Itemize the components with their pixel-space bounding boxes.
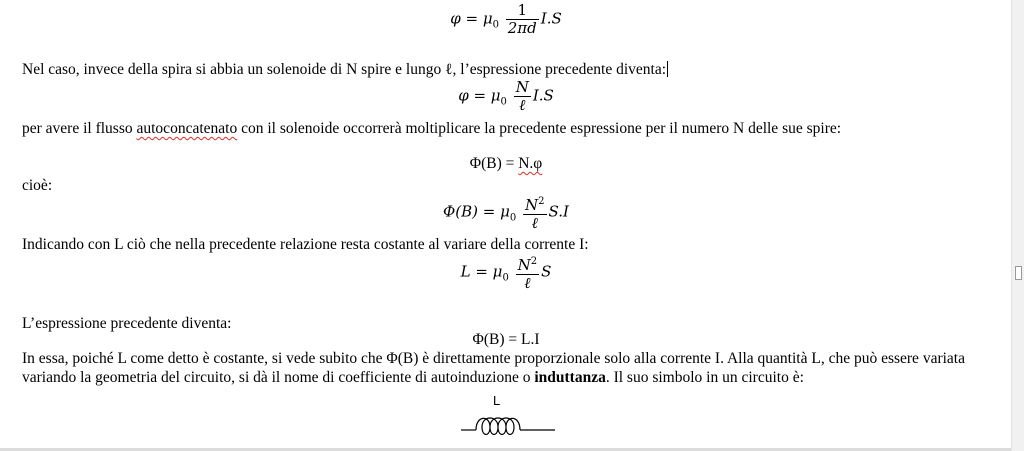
formula-total-flux: Φ(B) = N.φ [469,155,543,172]
inductor-label: L [493,393,501,408]
inductor-symbol [459,393,559,443]
formula-total-flux-expanded: $\Phi(B) = \mu_0$ $\frac{N^2}{\text{ℓ}}$ S.I [0,193,1012,232]
spellcheck-word[interactable]: N.φ [518,155,543,172]
vertical-scrollbar[interactable] [1011,0,1024,451]
paragraph-cioe: cioè: [22,177,53,194]
paragraph-autoconcatenato: per avere il flusso autoconcatenato con il solenoide occorrerà moltiplicare la precedente espressione per il numero N delle sue spire: [22,120,842,137]
formula-inductance: $L = \mu_0$ $\frac{N^2}{\text{ℓ}}$ S [0,253,1012,292]
text-cursor [667,61,668,77]
paragraph-expression: L’espressione precedente diventa: [22,315,232,332]
formula-flux-solenoid: $\varphi = \mu_0$ $\frac{N}{\text{ℓ}}$ I.S [458,78,554,114]
inductor-coil-icon [459,393,559,443]
scrollbar-thumb[interactable] [1015,266,1022,280]
spellcheck-word[interactable]: autoconcatenato [136,120,238,137]
paragraph-indicando: Indicando con L ciò che nella precedente relazione resta costante al variare della corrente I: [22,236,589,253]
paragraph-conclusion: In essa, poiché L come detto è costante, si vede subito che Φ(B) è direttamente proporzionale solo alla corrente I. Alla quantità L, che può essere variata variando la geometria del circuito, si dà il nome di coefficiente di autoinduzione o induttanza. Il suo simbolo in un circuito è: [22,350,965,386]
term-induttanza: induttanza [534,369,606,386]
paragraph-solenoid: Nel caso, invece della spira si abbia un solenoide di N spire e lungo ℓ, l’espressione precedente diventa: [22,61,667,78]
formula-flux-wire: $\varphi = \mu_0$ $\frac{1}{2\pi d}$ I.S [450,1,562,37]
formula-flux-L: Φ(B) = L.I [472,331,540,348]
